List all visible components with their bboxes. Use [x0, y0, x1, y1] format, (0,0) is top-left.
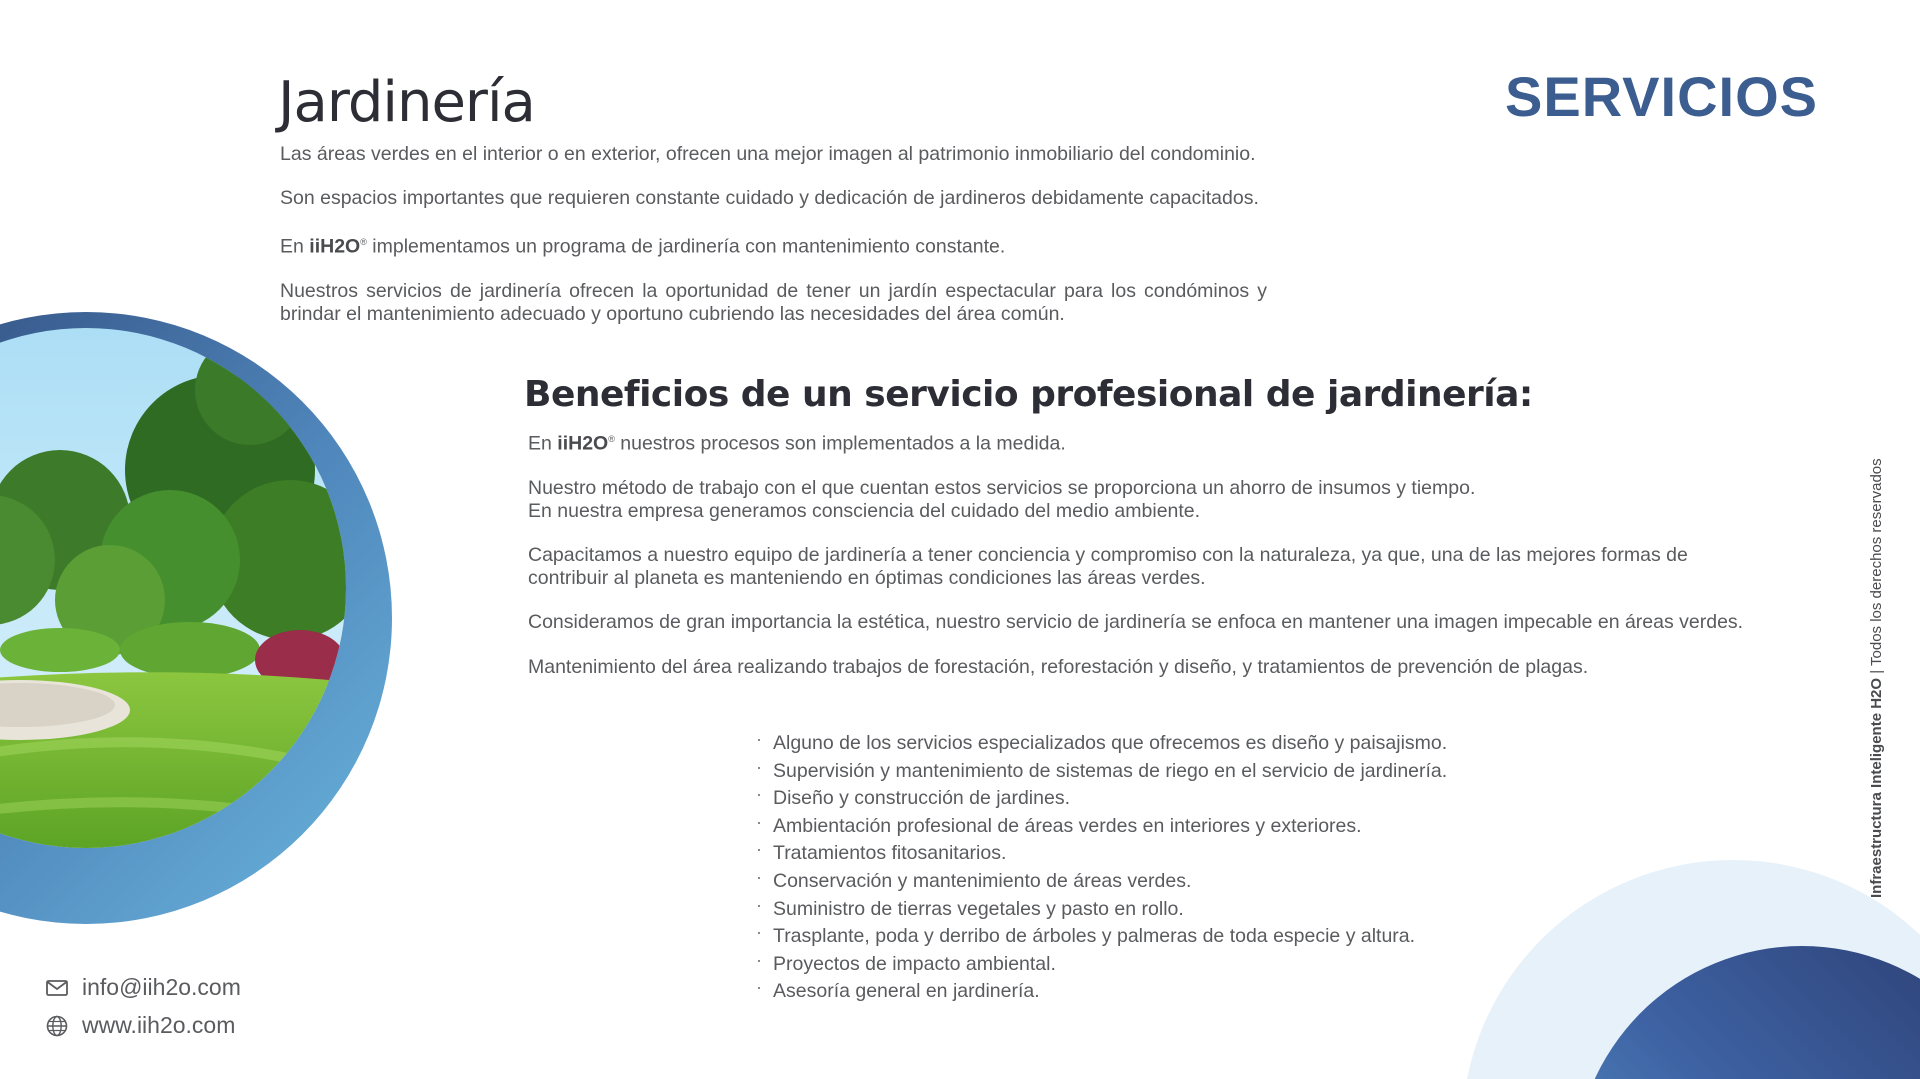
benefits-title: Beneficios de un servicio profesional de jardinería: [524, 374, 1533, 415]
services-list [756, 730, 1447, 1006]
list-item: · Asesoría general en jardinería. [756, 978, 1447, 1006]
decorative-circles [1440, 860, 1920, 1079]
email-link[interactable]: info@iih2o.com [82, 974, 241, 1000]
list-item: · Alguno de los servicios especializados que ofrecemos es diseño y paisajismo. [756, 730, 1447, 758]
contact-web[interactable] [46, 1012, 235, 1039]
list-item: · Tratamientos fitosanitarios. [756, 840, 1447, 868]
section-title: SERVICIOS [1505, 65, 1818, 128]
contact-email[interactable] [46, 974, 241, 1001]
intro-paragraph: Son espacios importantes que requieren constante cuidado y dedicación de jardineros debidamente capacitados. [280, 187, 1259, 209]
globe-icon [46, 1015, 68, 1037]
intro-paragraph: Las áreas verdes en el interior o en exterior, ofrecen una mejor imagen al patrimonio inmobiliario del condominio. [280, 143, 1256, 165]
page-title: Jardinería [278, 70, 535, 135]
copyright-side-text: Infraestructura Inteligente H2O | Todos los derechos reservados [1868, 458, 1885, 898]
list-item: · Supervisión y mantenimiento de sistemas de riego en el servicio de jardinería. [756, 758, 1447, 786]
benefit-paragraph: Nuestro método de trabajo con el que cuentan estos servicios se proporciona un ahorro de insumos y tiempo. En nuestra empresa generamos consciencia del cuidado del medio ambiente. [528, 477, 1476, 522]
intro-text [280, 143, 1267, 347]
benefits-text [528, 428, 1768, 700]
intro-paragraph: En iiH2O® implementamos un programa de jardinería con mantenimiento constante. [280, 235, 1006, 258]
benefit-paragraph: En iiH2O® nuestros procesos son implementados a la medida. [528, 432, 1066, 455]
benefit-paragraph: Mantenimiento del área realizando trabajos de forestación, reforestación y diseño, y tratamientos de prevención de plagas. [528, 655, 1589, 678]
envelope-icon [46, 980, 68, 996]
list-item: · Proyectos de impacto ambiental. [756, 951, 1447, 979]
garden-photo [0, 0, 420, 940]
benefit-paragraph: Consideramos de gran importancia la estética, nuestro servicio de jardinería se enfoca en mantener una imagen impecable en áreas verdes. [528, 611, 1744, 633]
brand-name: iiH2O [309, 235, 361, 258]
intro-paragraph: Nuestros servicios de jardinería ofrecen la oportunidad de tener un jardín espectacular para los condóminos y brindar el mantenimiento adecuado y oportuno cubriendo las necesidades del área común. [280, 279, 1267, 325]
list-item: · Suministro de tierras vegetales y pasto en rollo. [756, 896, 1447, 924]
brand-name: iiH2O [557, 432, 609, 455]
list-item: · Diseño y construcción de jardines. [756, 785, 1447, 813]
website-link[interactable]: www.iih2o.com [82, 1012, 236, 1038]
list-item: · Ambientación profesional de áreas verdes en interiores y exteriores. [756, 813, 1447, 841]
benefit-paragraph: Capacitamos a nuestro equipo de jardinería a tener conciencia y compromiso con la naturaleza, ya que, una de las mejores formas de contribuir al planeta es manteniendo en óptimas condiciones las áreas verdes. [528, 544, 1688, 589]
list-item: · Trasplante, poda y derribo de árboles y palmeras de toda especie y altura. [756, 923, 1447, 951]
list-item: · Conservación y mantenimiento de áreas verdes. [756, 868, 1447, 896]
